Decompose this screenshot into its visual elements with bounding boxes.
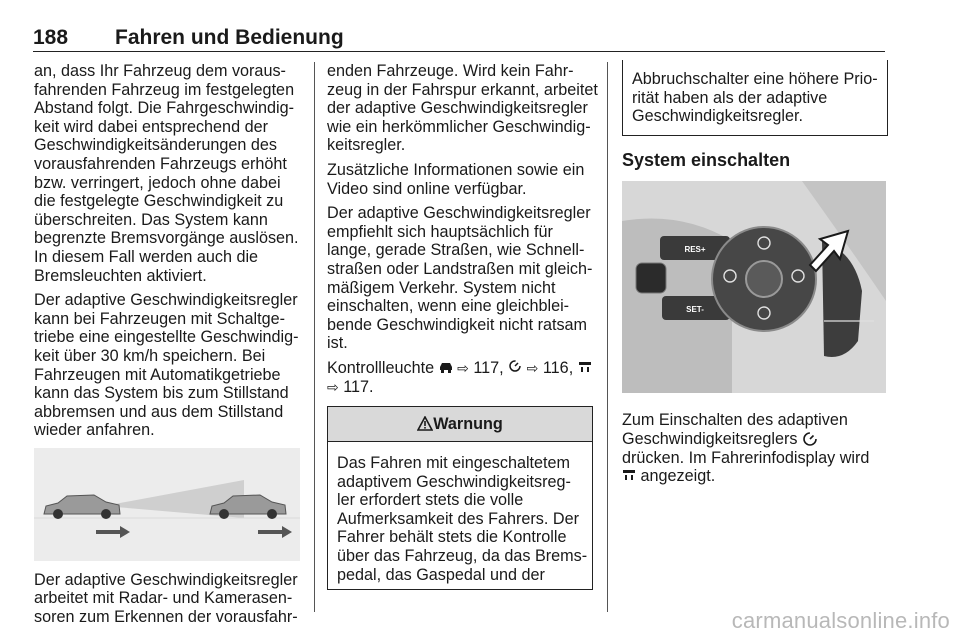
text-line: Geschwindigkeitsregler. — [632, 107, 803, 126]
text-line: Das Fahren mit eingeschaltetem — [337, 454, 571, 473]
distance-setting-icon — [578, 361, 592, 373]
text-line: bende Geschwindigkeit nicht ratsam — [327, 315, 588, 334]
warning-label: Warnung — [433, 415, 503, 434]
paragraph-video-info — [327, 161, 593, 198]
text-line — [622, 467, 888, 486]
set-label: SET- — [686, 305, 704, 315]
text-line: Der adaptive Geschwindigkeitsregler — [34, 570, 298, 589]
text-line: arbeitet mit Radar- und Kamerasen- — [34, 589, 293, 608]
text-line: Abstand folgt. Die Fahrgeschwindig- — [34, 99, 295, 118]
text-line: keitsregler. — [327, 136, 406, 155]
warning-header — [328, 407, 592, 442]
text-line: überschreiten. Das System kann — [34, 210, 268, 229]
text-line: triebe eine eingestellte Geschwindig- — [34, 328, 299, 347]
text-line: fahrenden Fahrzeug im festgelegten — [34, 80, 295, 99]
paragraph-acc-follow — [34, 62, 300, 285]
distance-setting-icon — [622, 469, 636, 481]
text-line: über das Fahrzeug, da das Brems- — [337, 547, 588, 566]
text-line: der adaptive Geschwindigkeitsregler — [327, 99, 588, 118]
text-line: empfiehlt sich hauptsächlich für — [327, 222, 553, 241]
text-line: keit wird dabei entsprechend der — [34, 117, 268, 136]
page-ref-icon: ⇨ — [457, 359, 469, 376]
text-line: lange, gerade Straßen, wie Schnell- — [327, 241, 585, 260]
paragraph-indicator-refs — [327, 359, 593, 396]
text-line: Geschwindigkeitsänderungen des — [34, 136, 277, 155]
text-line: Zusätzliche Informationen sowie ein — [327, 160, 585, 179]
steering-wheel-controls-illustration — [622, 181, 886, 393]
text-line: zeug in der Fahrspur erkannt, arbeitet — [327, 80, 598, 99]
text-line: kann das System bis zum Stillstand — [34, 384, 289, 403]
page-header — [33, 22, 885, 52]
text-line — [622, 430, 888, 449]
text-fragment: Geschwindigkeitsreglers — [622, 429, 798, 448]
res-label: RES+ — [684, 245, 706, 255]
page-ref-icon: ⇨ — [526, 359, 539, 376]
text-line: pedal, das Gaspedal und der — [337, 565, 545, 584]
paragraph-detection — [327, 62, 598, 155]
column-3 — [622, 62, 888, 492]
column-divider-2 — [607, 62, 608, 612]
page-ref[interactable]: 117 — [473, 358, 500, 377]
indicator-label: Kontrollleuchte — [327, 358, 439, 377]
text-line: abbremsen und aus dem Stillstand — [34, 402, 284, 421]
warning-box — [327, 406, 593, 590]
text-line: Aufmerksamkeit des Fahrers. Der — [337, 509, 579, 528]
page-title: Fahren und Bedienung — [115, 26, 344, 49]
warning-box-continued — [622, 60, 888, 136]
page-ref[interactable]: 117 — [343, 377, 370, 396]
text-line: adaptivem Geschwindigkeitsreg- — [337, 472, 571, 491]
text-line: soren zum Erkennen der vorausfahr- — [34, 608, 298, 627]
column-2 — [327, 62, 598, 590]
header-divider — [33, 51, 885, 52]
page-ref-icon: ⇨ — [327, 378, 339, 395]
page-ref[interactable]: 116 — [542, 358, 569, 377]
watermark: carmanualsonline.info — [731, 608, 950, 633]
section-heading: System einschalten — [622, 149, 791, 170]
text-line: Abbruchschalter eine höhere Prio- — [632, 70, 878, 88]
text-line: mäßigem Verkehr. System nicht — [327, 278, 556, 297]
page-number: 188 — [33, 26, 69, 49]
text-line: drücken. Im Fahrerinfodisplay wird — [622, 448, 870, 467]
paragraph-acc-sensors — [34, 571, 300, 627]
text-line: ler erfordert stets die volle — [337, 491, 524, 510]
text-line: ist. — [327, 334, 348, 353]
text-line: Fahrer behält stets die Kontrolle — [337, 528, 567, 547]
warning-triangle-icon — [417, 416, 433, 431]
text-fragment: angezeigt. — [640, 467, 716, 486]
text-line: Der adaptive Geschwindigkeitsregler — [34, 291, 298, 310]
text-line: straßen oder Landstraßen mit gleich- — [327, 259, 593, 278]
text-line: keit über 30 km/h speichern. Bei — [34, 346, 266, 365]
adaptive-cruise-icon — [802, 431, 818, 447]
text-line: wieder anfahren. — [34, 421, 155, 440]
text-line: Kontrollleuchte ⇨ 117, ⇨ 116, — [327, 359, 593, 378]
column-1 — [34, 62, 300, 633]
text-line: an, dass Ihr Fahrzeug dem voraus- — [34, 62, 286, 80]
radar-following-illustration — [34, 448, 300, 561]
paragraph-recommendation — [327, 204, 593, 353]
column-divider-1 — [314, 62, 315, 612]
vehicle-ahead-icon — [439, 361, 453, 373]
text-line: Zum Einschalten des adaptiven — [622, 411, 848, 430]
text-line: die festgelegte Geschwindigkeit zu — [34, 192, 284, 211]
text-line: wie ein herkömmlicher Geschwindig- — [327, 117, 591, 136]
text-line: begrenzte Bremsvorgänge auslösen. — [34, 229, 299, 248]
text-line: rität haben als der adaptive — [632, 88, 828, 107]
text-line: Video sind online verfügbar. — [327, 179, 527, 198]
adaptive-cruise-icon — [508, 359, 522, 373]
text-line: Fahrzeugen mit Automatikgetriebe — [34, 365, 281, 384]
text-line: kann bei Fahrzeugen mit Schaltge- — [34, 309, 286, 328]
text-line: vorausfahrenden Fahrzeugs erhöht — [34, 154, 287, 173]
text-line: bzw. verringert, jedoch ohne dabei — [34, 173, 281, 192]
text-line: enden Fahrzeuge. Wird kein Fahr- — [327, 62, 574, 80]
text-line: In diesem Fall werden auch die — [34, 247, 259, 266]
text-line: Der adaptive Geschwindigkeitsregler — [327, 204, 591, 223]
text-line: Bremsleuchten aktiviert. — [34, 266, 207, 285]
paragraph-activation — [622, 411, 888, 485]
warning-body — [328, 442, 592, 589]
text-line: einschalten, wenn eine gleichblei- — [327, 297, 570, 316]
text-line: ⇨ 117. — [327, 377, 374, 396]
paragraph-acc-transmission — [34, 291, 300, 440]
